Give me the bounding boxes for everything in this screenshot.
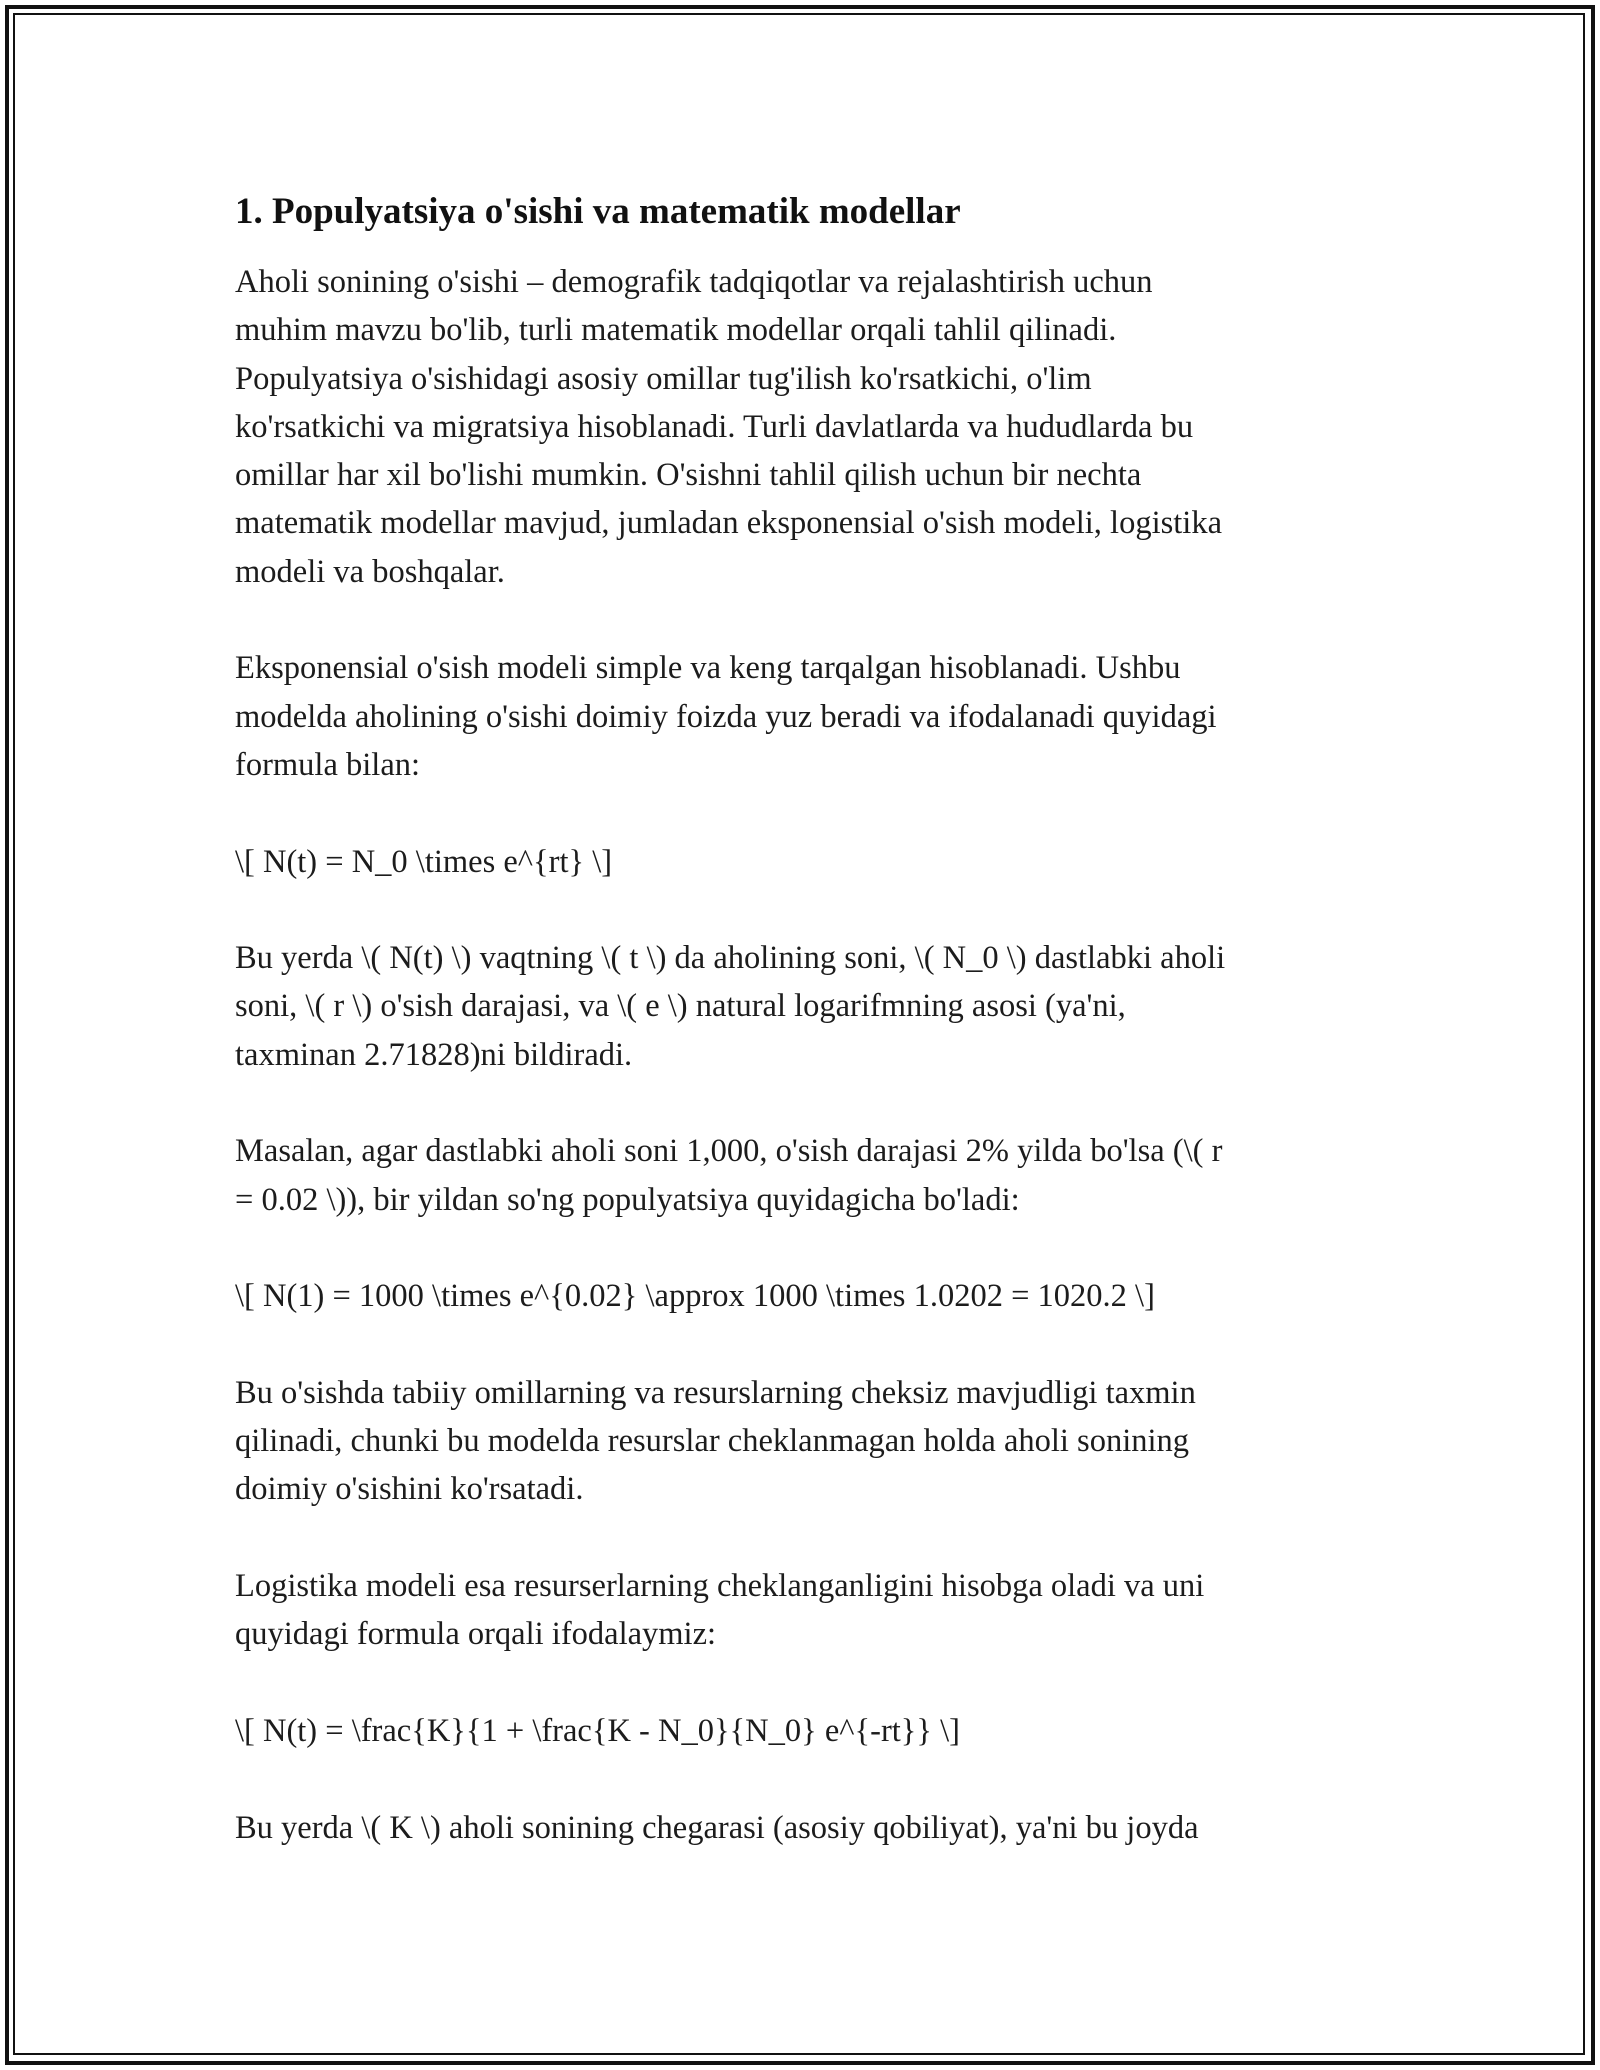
document-body [235, 188, 1365, 1900]
formula-logistic: \[ N(t) = \frac{K}{1 + \frac{K - N_0}{N_0} e^{-rt}} \] [235, 1712, 960, 1749]
formula-exponential: \[ N(t) = N_0 \times e^{rt} \] [235, 843, 613, 880]
paragraph-capacity: Bu yerda \( K \) aholi sonining chegarasi (asosiy qobiliyat), ya'ni bu joyda [235, 1809, 1199, 1846]
paragraph-assumption: Bu o'sishda tabiiy omillarning va resurslarning cheksiz mavjudligi taxmin qilinadi, chunki bu modelda resurslar cheklanmagan holda aholi sonining doimiy o'sishini ko'rsatadi. [235, 1374, 1196, 1508]
paragraph-variables: Bu yerda \( N(t) \) vaqtning \( t \) da aholining soni, \( N_0 \) dastlabki aholi soni, \( r \) o'sish darajasi, va \( e \) natural logarifmning asosi (ya'ni, taxminan 2.71828)ni bildiradi. [235, 940, 1226, 1073]
paragraph-logistic-model: Logistika modeli esa resurserlarning cheklanganligini hisobga oladi va uni quyidagi formula orqali ifodalaymiz: [235, 1568, 1205, 1653]
section-heading: 1. Populyatsiya o'sishi va matematik modellar [235, 191, 961, 232]
paragraph-example: Masalan, agar dastlabki aholi soni 1,000, o'sish darajasi 2% yilda bo'lsa (\( r = 0.02 \)), bir yildan so'ng populyatsiya quyidagicha bo'ladi: [235, 1133, 1223, 1218]
paragraph-exponential-model: Eksponensial o'sish modeli simple va keng tarqalgan hisoblanadi. Ushbu modelda aholining o'sishi doimiy foizda yuz beradi va ifodalanadi quyidagi formula bilan: [235, 650, 1217, 783]
formula-example: \[ N(1) = 1000 \times e^{0.02} \approx 1000 \times 1.0202 = 1020.2 \] [235, 1278, 1155, 1315]
paragraph-intro: Aholi sonining o'sishi – demografik tadqiqotlar va rejalashtirish uchun muhim mavzu bo'lib, turli matematik modellar orqali tahlil qilinadi. Populyatsiya o'sishidagi asosiy omillar tug'ilish ko'rsatkichi, o'lim ko'rsatkichi va migratsiya hisoblanadi. Turli davlatlarda va hududlarda bu omillar har xil bo'lishi mumkin. O'sishni tahlil qilish uchun bir nechta matematik modellar mavjud, jumladan eksponensial o'sish modeli, logistika modeli va boshqalar. [235, 264, 1222, 590]
